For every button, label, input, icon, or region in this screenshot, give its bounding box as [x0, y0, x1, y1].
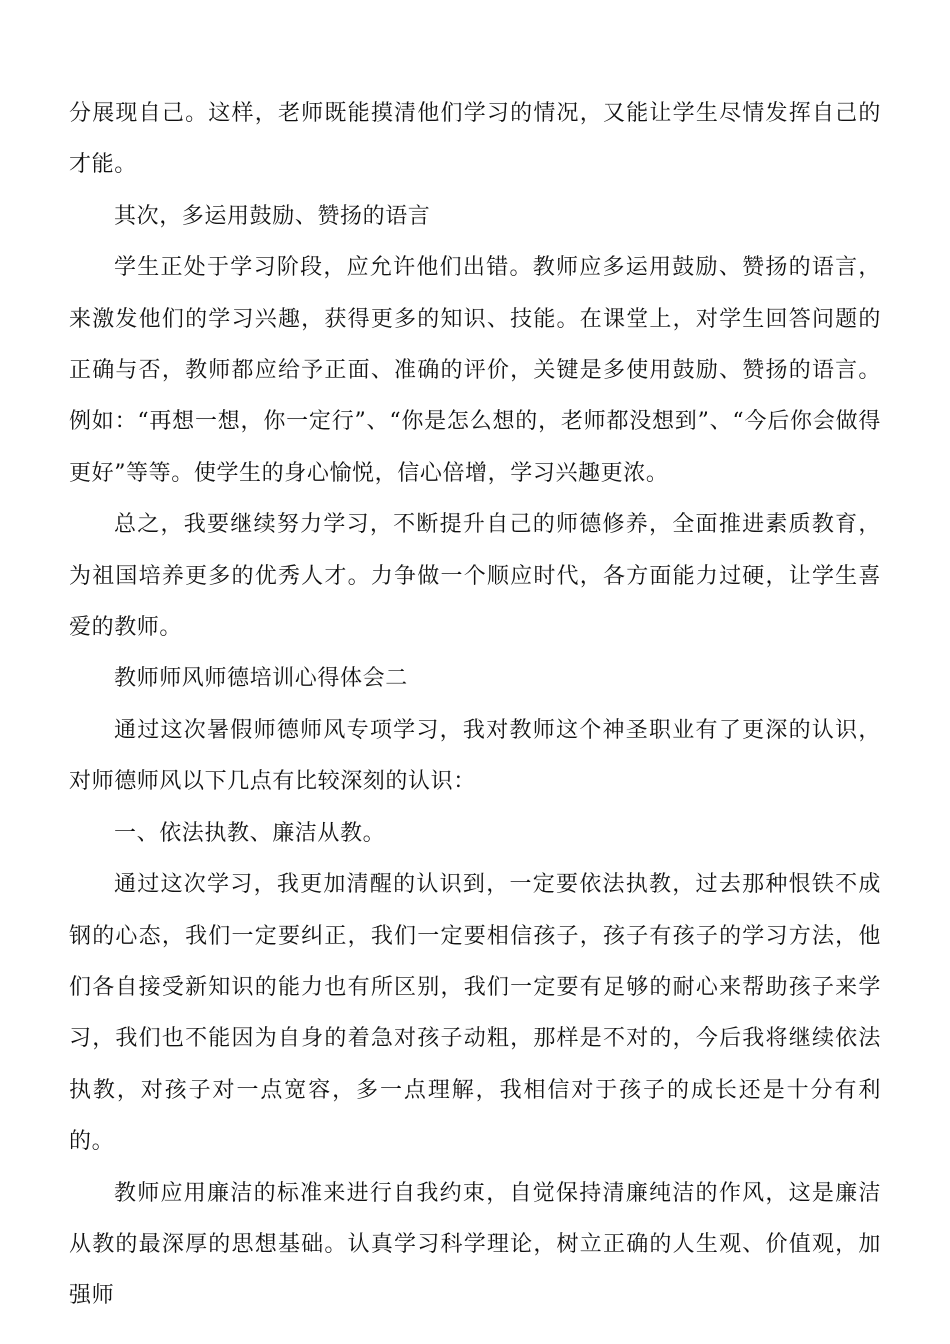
paragraph-6: 通过这次暑假师德师风专项学习，我对教师这个神圣职业有了更深的认识，对师德师风以下几点有比较深刻的认识： — [69, 717, 881, 795]
section-heading-encouragement: 其次，多运用鼓励、赞扬的语言 — [114, 203, 431, 229]
document-body — [69, 88, 881, 1322]
paragraph-9: 教师应用廉洁的标准来进行自我约束，自觉保持清廉纯洁的作风，这是廉洁从教的最深厚的思想基础。认真学习科学理论，树立正确的人生观、价值观，加强师 — [69, 1180, 881, 1309]
article-title-two: 教师师风师德培训心得体会二 — [114, 666, 408, 692]
paragraph-4: 总之，我要继续努力学习，不断提升自己的师德修养，全面推进素质教育，为祖国培养更多的优秀人才。力争做一个顺应时代，各方面能力过硬，让学生喜爱的教师。 — [69, 512, 881, 641]
paragraph-3: 学生正处于学习阶段，应允许他们出错。教师应多运用鼓励、赞扬的语言，来激发他们的学习兴趣，获得更多的知识、技能。在课堂上，对学生回答问题的正确与否，教师都应给予正面、准确的评价，关键是多使用鼓励、赞扬的语言。例如：“再想一想，你一定行”、“你是怎么想的，老师都没想到”、“今后你会做得更好”等等。使学生的身心愉悦，信心倍增，学习兴趣更浓。 — [69, 255, 881, 486]
paragraph-8: 通过这次学习，我更加清醒的认识到，一定要依法执教，过去那种恨铁不成钢的心态，我们一定要纠正，我们一定要相信孩子，孩子有孩子的学习方法，他们各自接受新知识的能力也有所区别，我们一定要有足够的耐心来帮助孩子来学习，我们也不能因为自身的着急对孩子动粗，那样是不对的，今后我将继续依法执教，对孩子对一点宽容，多一点理解，我相信对于孩子的成长还是十分有利的。 — [69, 872, 881, 1155]
section-heading-one: 一、依法执教、廉洁从教。 — [114, 820, 386, 846]
paragraph-1: 分展现自己。这样，老师既能摸清他们学习的情况，又能让学生尽情发挥自己的才能。 — [69, 101, 881, 178]
